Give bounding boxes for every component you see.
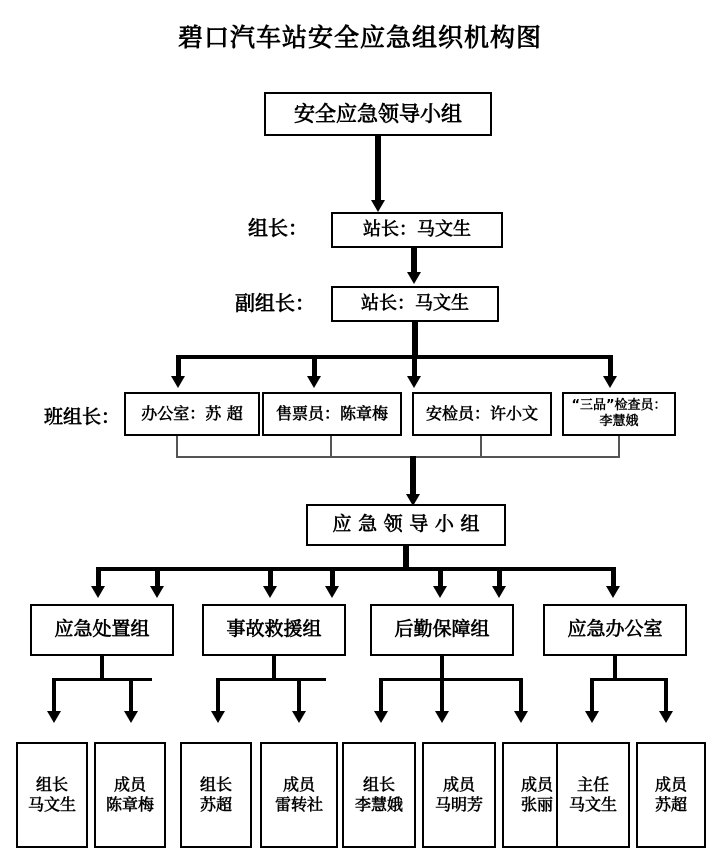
node-person-1-role: 组长: [35, 775, 68, 794]
node-team-inspector: [562, 392, 676, 436]
node-person-1-name: 马文生: [27, 795, 76, 814]
node-group-logistics: [370, 604, 514, 656]
arrow-office-1: [585, 711, 599, 723]
node-team-office: [124, 392, 260, 436]
riser-team-4: [618, 436, 620, 458]
arrow-office-2: [659, 711, 673, 723]
page-title: 碧口汽车站安全应急组织机构图: [177, 23, 542, 52]
arrow-group-2a: [263, 586, 277, 598]
node-team-ticket-label: 售票员：陈章梅: [275, 404, 388, 423]
label-leader-role: [248, 209, 308, 243]
node-person-5: [342, 742, 416, 848]
node-person-4-role: 成员: [282, 775, 315, 794]
node-person-2-role: 成员: [113, 775, 146, 794]
bus-office: [590, 678, 668, 681]
node-group-office: [543, 604, 687, 656]
bus-groups-top: [96, 567, 616, 571]
node-person-9: [636, 742, 706, 848]
node-leader: [331, 212, 503, 248]
node-person-3: [180, 742, 252, 848]
arrow-team-2: [307, 376, 321, 388]
node-person-2-name: 陈章梅: [105, 795, 154, 814]
node-group-logistics-label: 后勤保障组: [394, 618, 490, 641]
drop-office-1: [590, 678, 594, 714]
connector-deputy-down: [412, 322, 418, 358]
connector-rescue-down: [272, 656, 276, 680]
node-leader-label: 站长：马文生: [363, 218, 471, 240]
node-team-security: [412, 392, 552, 436]
arrow-logistics-1: [374, 711, 388, 723]
node-deputy-label: 站长：马文生: [361, 292, 469, 314]
node-person-8-role: 主任: [576, 775, 609, 794]
drop-logistics-2: [440, 678, 444, 714]
arrow-disposal-1: [47, 711, 61, 723]
arrow-team-1: [171, 376, 185, 388]
bus-disposal: [52, 678, 152, 681]
riser-team-2: [330, 436, 332, 458]
drop-rescue-1: [216, 678, 220, 714]
label-deputy-role: [235, 284, 315, 318]
arrow-logistics-2: [435, 711, 449, 723]
arrow-team-3: [407, 376, 421, 388]
drop-office-2: [664, 678, 668, 714]
label-deputy-role-text: 副组长：: [235, 290, 315, 315]
node-person-8-name: 马文生: [568, 795, 617, 814]
node-group-disposal: [30, 604, 174, 656]
node-person-7-name: 张丽: [520, 795, 553, 814]
node-emergency-group-label: 应 急 领 导 小 组: [332, 513, 480, 536]
node-leader-group-label: 安全应急领导小组: [294, 101, 462, 126]
connector-top-to-leader: [375, 136, 381, 202]
drop-logistics-1: [379, 678, 383, 714]
node-team-office-label: 办公室：苏 超: [141, 404, 243, 423]
node-person-4-name: 雷转社: [274, 795, 323, 814]
arrow-logistics-3: [514, 711, 528, 723]
connector-logistics-down: [440, 656, 444, 680]
node-team-inspector-line2: 李慧娥: [599, 414, 639, 429]
node-person-6-name: 马明芳: [434, 795, 483, 814]
node-group-rescue-label: 事故救援组: [226, 618, 322, 641]
node-person-3-name: 苏超: [199, 795, 232, 814]
node-person-3-role: 组长: [199, 775, 232, 794]
connector-office-down: [613, 656, 617, 680]
node-person-9-role: 成员: [654, 775, 687, 794]
label-leader-role-text: 组长：: [248, 215, 308, 240]
node-person-6: [422, 742, 496, 848]
arrow-group-4a: [606, 586, 620, 598]
bus-rescue: [216, 678, 326, 681]
node-person-5-role: 组长: [362, 775, 395, 794]
arrow-rescue-2: [292, 711, 306, 723]
connector-disposal-down: [100, 656, 104, 680]
node-team-inspector-line1: “三品”检查员：: [571, 397, 667, 413]
drop-rescue-2: [297, 678, 301, 714]
arrow-group-3a: [433, 586, 447, 598]
node-group-disposal-label: 应急处置组: [54, 618, 150, 641]
node-deputy: [331, 286, 499, 322]
node-person-7-role: 成员: [520, 775, 553, 794]
node-group-office-label: 应急办公室: [567, 618, 663, 641]
node-group-rescue: [202, 604, 346, 656]
drop-disposal-2: [129, 678, 133, 714]
drop-logistics-3: [519, 678, 523, 714]
arrow-group-3b: [492, 586, 506, 598]
bus-team-bottom: [176, 456, 620, 458]
node-team-security-label: 安检员：许小文: [425, 404, 538, 423]
node-person-4: [260, 742, 338, 848]
arrow-disposal-2: [124, 711, 138, 723]
drop-disposal-1: [52, 678, 56, 714]
arrow-group-1a: [91, 586, 105, 598]
arrow-team-4: [603, 376, 617, 388]
label-team-role: [44, 398, 120, 432]
arrow-group-1b: [150, 586, 164, 598]
arrow-group-2b: [325, 586, 339, 598]
node-person-6-role: 成员: [442, 775, 475, 794]
arrow-leader-to-deputy: [407, 272, 421, 284]
node-person-8: [556, 742, 630, 848]
arrow-rescue-1: [211, 711, 225, 723]
bus-team-top: [176, 355, 612, 359]
bus-logistics: [379, 678, 523, 681]
node-person-9-name: 苏超: [654, 795, 687, 814]
node-person-1: [16, 742, 88, 848]
node-person-5-name: 李慧娥: [354, 795, 403, 814]
node-person-2: [94, 742, 166, 848]
arrow-top-to-leader: [371, 200, 385, 212]
label-team-role-text: 班组长：: [44, 405, 121, 428]
node-team-ticket: [262, 392, 402, 436]
node-leader-group: [264, 92, 492, 136]
node-emergency-group: [306, 504, 506, 546]
riser-team-1: [176, 436, 178, 458]
riser-team-3: [480, 436, 482, 458]
